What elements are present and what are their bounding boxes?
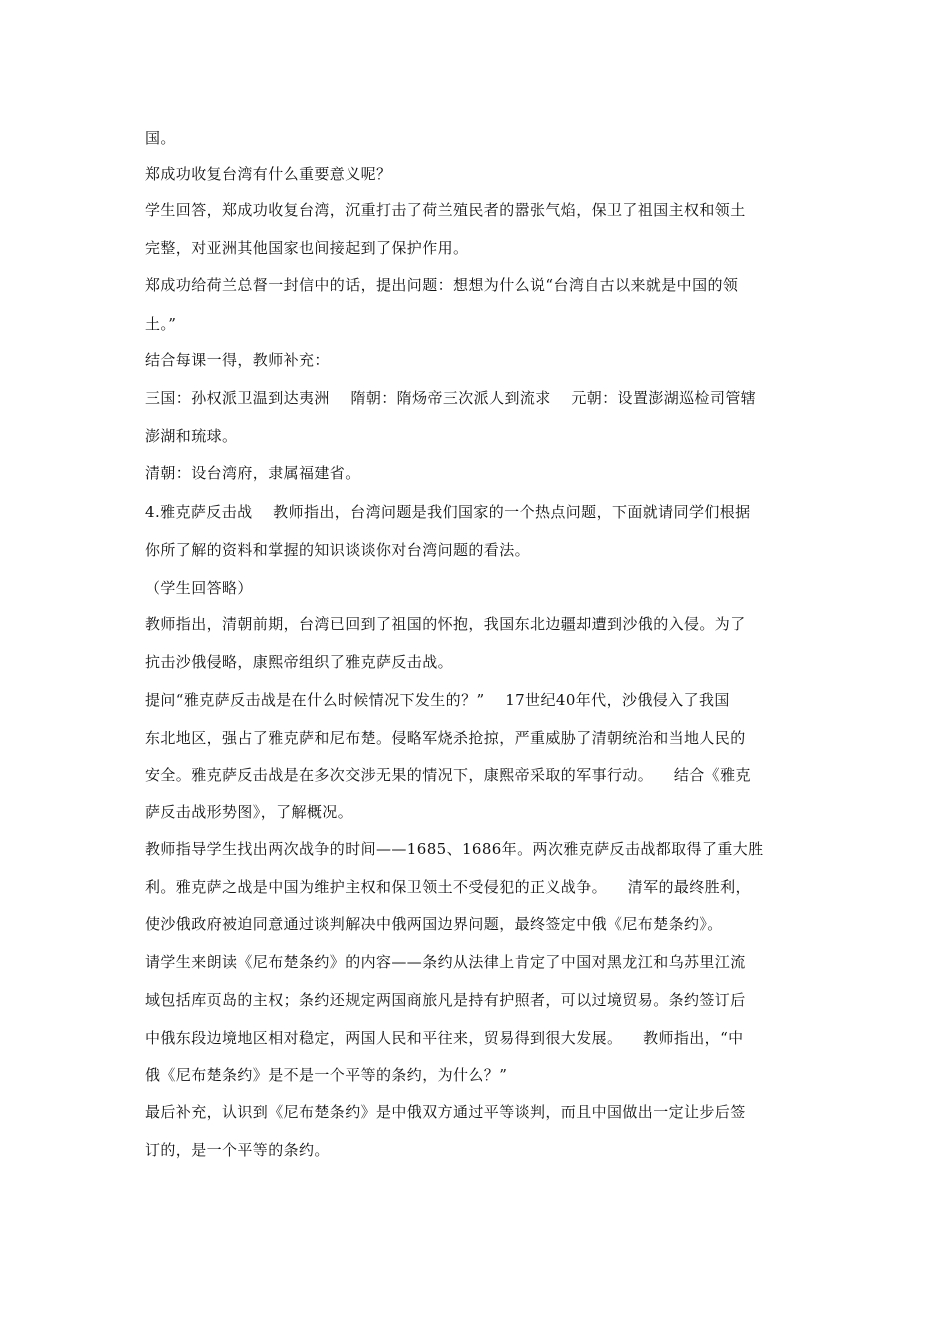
text-line: 清朝：设台湾府，隶属福建省。: [145, 464, 361, 482]
text-line: 土。”: [145, 315, 177, 333]
text-line: 东北地区，强占了雅克萨和尼布楚。侵略军烧杀抢掠，严重威胁了清朝统治和当地人民的: [145, 729, 746, 747]
text-line: 利。雅克萨之战是中国为维护主权和保卫领土不受侵犯的正义战争。 清军的最终胜利，: [145, 878, 751, 896]
text-line: 萨反击战形势图》，了解概况。: [145, 803, 354, 821]
text-line: 中俄东段边境地区相对稳定，两国人民和平往来，贸易得到很大发展。 教师指出，“中: [145, 1029, 744, 1047]
text-line: 结合每课一得，教师补充：: [145, 351, 330, 369]
text-line: 郑成功收复台湾有什么重要意义呢？: [145, 165, 392, 183]
text-line: 俄《尼布楚条约》是不是一个平等的条约，为什么？”: [145, 1066, 508, 1084]
text-line: 国。: [145, 129, 176, 147]
text-line: 教师指出，清朝前期，台湾已回到了祖国的怀抱，我国东北边疆却遭到沙俄的入侵。为了: [145, 615, 746, 633]
text-line: 请学生来朗读《尼布楚条约》的内容——条约从法律上肯定了中国对黑龙江和乌苏里江流: [145, 953, 746, 971]
text-line: 订的，是一个平等的条约。: [145, 1141, 330, 1159]
text-line: 安全。雅克萨反击战是在多次交涉无果的情况下，康熙帝采取的军事行动。 结合《雅克: [145, 766, 751, 784]
text-line: 域包括库页岛的主权；条约还规定两国商旅凡是持有护照者，可以过境贸易。条约签订后: [145, 991, 746, 1009]
text-line: 提问“雅克萨反击战是在什么时候情况下发生的？” 17世纪40年代，沙俄侵入了我国: [145, 691, 730, 709]
text-line: 郑成功给荷兰总督一封信中的话，提出问题：想想为什么说“台湾自古以来就是中国的领: [145, 276, 739, 294]
text-line: 完整，对亚洲其他国家也间接起到了保护作用。: [145, 239, 469, 257]
text-line: 抗击沙俄侵略，康熙帝组织了雅克萨反击战。: [145, 653, 454, 671]
text-line: 学生回答，郑成功收复台湾，沉重打击了荷兰殖民者的嚣张气焰，保卫了祖国主权和领土: [145, 201, 746, 219]
text-line: 你所了解的资料和掌握的知识谈谈你对台湾问题的看法。: [145, 541, 531, 559]
text-line: 最后补充，认识到《尼布楚条约》是中俄双方通过平等谈判，而且中国做出一定让步后签: [145, 1103, 746, 1121]
text-line: 4.雅克萨反击战 教师指出，台湾问题是我们国家的一个热点问题，下面就请同学们根据: [145, 503, 751, 521]
text-line: 澎湖和琉球。: [145, 427, 238, 445]
text-line: 教师指导学生找出两次战争的时间——1685、1686年。两次雅克萨反击战都取得了重大胜: [145, 840, 764, 858]
text-line: （学生回答略）: [145, 579, 253, 597]
text-line: 三国：孙权派卫温到达夷洲 隋朝：隋炀帝三次派人到流求 元朝：设置澎湖巡检司管辖: [145, 389, 757, 407]
text-line: 使沙俄政府被迫同意通过谈判解决中俄两国边界问题，最终签定中俄《尼布楚条约》。: [145, 915, 723, 933]
